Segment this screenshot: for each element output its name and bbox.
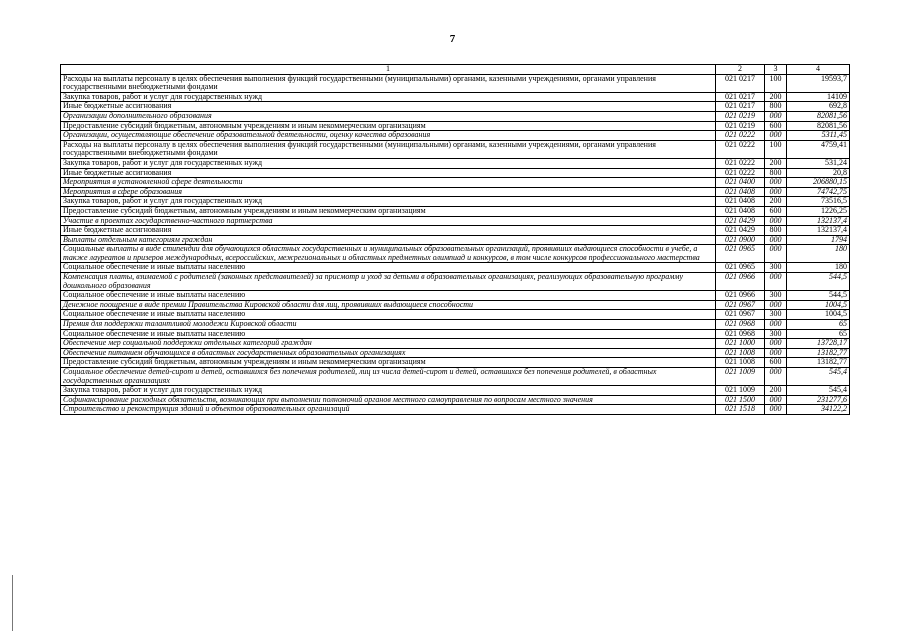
- row-kind: 600: [765, 358, 787, 368]
- row-code: 021 1008: [716, 358, 765, 368]
- row-name: Социальное обеспечение и иные выплаты населению: [61, 329, 716, 339]
- table-row: [61, 263, 850, 273]
- row-amount: 13182,77: [787, 348, 850, 358]
- table-header-row: [61, 65, 850, 75]
- row-code: 021 0222: [716, 168, 765, 178]
- table-row: [61, 140, 850, 158]
- row-name: Социальное обеспечение и иные выплаты населению: [61, 310, 716, 320]
- row-name: Обеспечение питанием обучающихся в областных государственных образовательных организациях: [61, 348, 716, 358]
- row-code: 021 0222: [716, 131, 765, 141]
- row-kind: 000: [765, 320, 787, 330]
- table-row: [61, 339, 850, 349]
- row-kind: 600: [765, 206, 787, 216]
- row-name: Строительство и реконструкция зданий и объектов образовательных организаций: [61, 405, 716, 415]
- row-kind: 000: [765, 131, 787, 141]
- row-code: 021 0408: [716, 206, 765, 216]
- row-code: 021 0400: [716, 178, 765, 188]
- table-row: [61, 206, 850, 216]
- table-body: [61, 74, 850, 414]
- row-kind: 300: [765, 310, 787, 320]
- row-kind: 000: [765, 300, 787, 310]
- table-row: [61, 395, 850, 405]
- row-name: Закупка товаров, работ и услуг для государственных нужд: [61, 92, 716, 102]
- row-kind: 100: [765, 140, 787, 158]
- row-code: 021 0222: [716, 140, 765, 158]
- table-row: [61, 168, 850, 178]
- table-row: [61, 121, 850, 131]
- row-code: 021 0968: [716, 320, 765, 330]
- row-code: 021 1009: [716, 386, 765, 396]
- row-name: Софинансирование расходных обязательств, возникающих при выполнении полномочий органов местного самоуправления по вопросам местного значения: [61, 395, 716, 405]
- table-row: [61, 300, 850, 310]
- row-amount: 231277,6: [787, 395, 850, 405]
- table-row: [61, 131, 850, 141]
- row-code: 021 0219: [716, 111, 765, 121]
- row-amount: 82081,56: [787, 111, 850, 121]
- row-code: 021 1500: [716, 395, 765, 405]
- table-row: [61, 102, 850, 112]
- row-code: 021 0217: [716, 74, 765, 92]
- row-name: Социальные выплаты в виде стипендии для обучающихся областных государственных и муниципальных образовательных организаций, проявивших выдающиеся способности в учебе, а также лауреатов и призеров международных, всероссийских, межрегиональных и областных предметных олимпиад и конкурсов, в том числе конкурсов профессионального мастерства: [61, 245, 716, 263]
- row-code: 021 0968: [716, 329, 765, 339]
- row-code: 021 0429: [716, 216, 765, 226]
- row-code: 021 0966: [716, 291, 765, 301]
- row-code: 021 0429: [716, 226, 765, 236]
- table-row: [61, 245, 850, 263]
- row-amount: 14109: [787, 92, 850, 102]
- row-kind: 200: [765, 197, 787, 207]
- row-amount: 544,5: [787, 273, 850, 291]
- table-row: [61, 187, 850, 197]
- table-row: [61, 329, 850, 339]
- row-kind: 300: [765, 329, 787, 339]
- header-kind: 3: [765, 65, 787, 75]
- row-amount: 74742,75: [787, 187, 850, 197]
- row-name: Премия для поддержки талантливой молодежи Кировской области: [61, 320, 716, 330]
- row-kind: 000: [765, 339, 787, 349]
- row-kind: 300: [765, 291, 787, 301]
- row-code: 021 0900: [716, 235, 765, 245]
- row-code: 021 0967: [716, 300, 765, 310]
- row-name: Выплаты отдельным категориям граждан: [61, 235, 716, 245]
- row-amount: 1794: [787, 235, 850, 245]
- row-amount: 82081,56: [787, 121, 850, 131]
- row-kind: 000: [765, 245, 787, 263]
- row-name: Иные бюджетные ассигнования: [61, 226, 716, 236]
- table-row: [61, 386, 850, 396]
- header-amount: 4: [787, 65, 850, 75]
- row-name: Компенсация платы, взимаемой с родителей (законных представителей) за присмотр и уход за детьми в образовательных организациях, реализующих образовательную программу дошкольного образования: [61, 273, 716, 291]
- row-amount: 1004,5: [787, 310, 850, 320]
- row-kind: 600: [765, 121, 787, 131]
- table-row: [61, 405, 850, 415]
- row-name: Социальное обеспечение и иные выплаты населению: [61, 263, 716, 273]
- row-kind: 000: [765, 111, 787, 121]
- header-name: 1: [61, 65, 716, 75]
- table-row: [61, 358, 850, 368]
- row-amount: 132137,4: [787, 216, 850, 226]
- row-amount: 206880,15: [787, 178, 850, 188]
- row-amount: 65: [787, 329, 850, 339]
- row-amount: 4759,41: [787, 140, 850, 158]
- row-name: Предоставление субсидий бюджетным, автономным учреждениям и иным некоммерческим организациям: [61, 358, 716, 368]
- row-amount: 180: [787, 245, 850, 263]
- row-code: 021 1008: [716, 348, 765, 358]
- table-row: [61, 310, 850, 320]
- row-name: Предоставление субсидий бюджетным, автономным учреждениям и иным некоммерческим организациям: [61, 121, 716, 131]
- row-kind: 000: [765, 273, 787, 291]
- row-name: Иные бюджетные ассигнования: [61, 168, 716, 178]
- row-name: Закупка товаров, работ и услуг для государственных нужд: [61, 386, 716, 396]
- row-code: 021 1009: [716, 368, 765, 386]
- row-name: Мероприятия в сфере образования: [61, 187, 716, 197]
- row-amount: 180: [787, 263, 850, 273]
- row-code: 021 0967: [716, 310, 765, 320]
- row-kind: 200: [765, 386, 787, 396]
- row-kind: 000: [765, 395, 787, 405]
- row-amount: 544,5: [787, 291, 850, 301]
- table-row: [61, 178, 850, 188]
- row-kind: 800: [765, 168, 787, 178]
- row-kind: 000: [765, 368, 787, 386]
- row-kind: 000: [765, 187, 787, 197]
- row-code: 021 1000: [716, 339, 765, 349]
- row-amount: 692,8: [787, 102, 850, 112]
- row-kind: 000: [765, 348, 787, 358]
- row-code: 021 0965: [716, 245, 765, 263]
- row-kind: 300: [765, 263, 787, 273]
- row-name: Закупка товаров, работ и услуг для государственных нужд: [61, 197, 716, 207]
- table-row: [61, 291, 850, 301]
- row-amount: 13182,77: [787, 358, 850, 368]
- row-amount: 73516,5: [787, 197, 850, 207]
- row-name: Предоставление субсидий бюджетным, автономным учреждениям и иным некоммерческим организациям: [61, 206, 716, 216]
- row-code: 021 0966: [716, 273, 765, 291]
- row-amount: 13728,17: [787, 339, 850, 349]
- row-code: 021 0965: [716, 263, 765, 273]
- budget-table: [60, 64, 850, 415]
- row-kind: 000: [765, 178, 787, 188]
- row-name: Иные бюджетные ассигнования: [61, 102, 716, 112]
- row-code: 021 0408: [716, 197, 765, 207]
- table-row: [61, 320, 850, 330]
- table-row: [61, 158, 850, 168]
- row-code: 021 0217: [716, 92, 765, 102]
- row-kind: 200: [765, 92, 787, 102]
- row-code: 021 0408: [716, 187, 765, 197]
- row-name: Организации дополнительного образования: [61, 111, 716, 121]
- row-kind: 800: [765, 102, 787, 112]
- row-amount: 1226,25: [787, 206, 850, 216]
- row-kind: 100: [765, 74, 787, 92]
- row-kind: 200: [765, 158, 787, 168]
- row-code: 021 0219: [716, 121, 765, 131]
- row-name: Мероприятия в установленной сфере деятельности: [61, 178, 716, 188]
- row-amount: 545,4: [787, 386, 850, 396]
- row-name: Организации, осуществляющие обеспечение образовательной деятельности, оценку качества образования: [61, 131, 716, 141]
- row-kind: 800: [765, 226, 787, 236]
- row-amount: 1004,5: [787, 300, 850, 310]
- table-row: [61, 273, 850, 291]
- page-number: 7: [449, 33, 456, 45]
- row-name: Участие в проектах государственно-частного партнерства: [61, 216, 716, 226]
- table-row: [61, 348, 850, 358]
- row-code: 021 1518: [716, 405, 765, 415]
- row-amount: 132137,4: [787, 226, 850, 236]
- table-row: [61, 74, 850, 92]
- row-code: 021 0222: [716, 158, 765, 168]
- row-amount: 65: [787, 320, 850, 330]
- table-row: [61, 368, 850, 386]
- row-name: Расходы на выплаты персоналу в целях обеспечения выполнения функций государственными (муниципальными) органами, казенными учреждениями, органами управления государственными внебюджетными фондами: [61, 140, 716, 158]
- margin-rule: [12, 575, 13, 631]
- row-kind: 000: [765, 216, 787, 226]
- row-amount: 5311,45: [787, 131, 850, 141]
- table-row: [61, 92, 850, 102]
- row-name: Закупка товаров, работ и услуг для государственных нужд: [61, 158, 716, 168]
- row-amount: 545,4: [787, 368, 850, 386]
- row-name: Расходы на выплаты персоналу в целях обеспечения выполнения функций государственными (муниципальными) органами, казенными учреждениями, органами управления государственными внебюджетными фондами: [61, 74, 716, 92]
- row-amount: 19593,7: [787, 74, 850, 92]
- row-name: Социальное обеспечение детей-сирот и детей, оставшихся без попечения родителей, лиц из числа детей-сирот и детей, оставшихся без попечения родителей, в областных государственных организациях: [61, 368, 716, 386]
- row-name: Денежное поощрение в виде премии Правительства Кировской области для лиц, проявивших выдающиеся способности: [61, 300, 716, 310]
- table-row: [61, 226, 850, 236]
- table-row: [61, 235, 850, 245]
- table-row: [61, 197, 850, 207]
- row-kind: 000: [765, 405, 787, 415]
- row-code: 021 0217: [716, 102, 765, 112]
- row-amount: 531,24: [787, 158, 850, 168]
- row-name: Социальное обеспечение и иные выплаты населению: [61, 291, 716, 301]
- row-amount: 34122,2: [787, 405, 850, 415]
- table-row: [61, 111, 850, 121]
- table-row: [61, 216, 850, 226]
- row-name: Обеспечение мер социальной поддержки отдельных категорий граждан: [61, 339, 716, 349]
- header-code: 2: [716, 65, 765, 75]
- row-amount: 20,8: [787, 168, 850, 178]
- row-kind: 000: [765, 235, 787, 245]
